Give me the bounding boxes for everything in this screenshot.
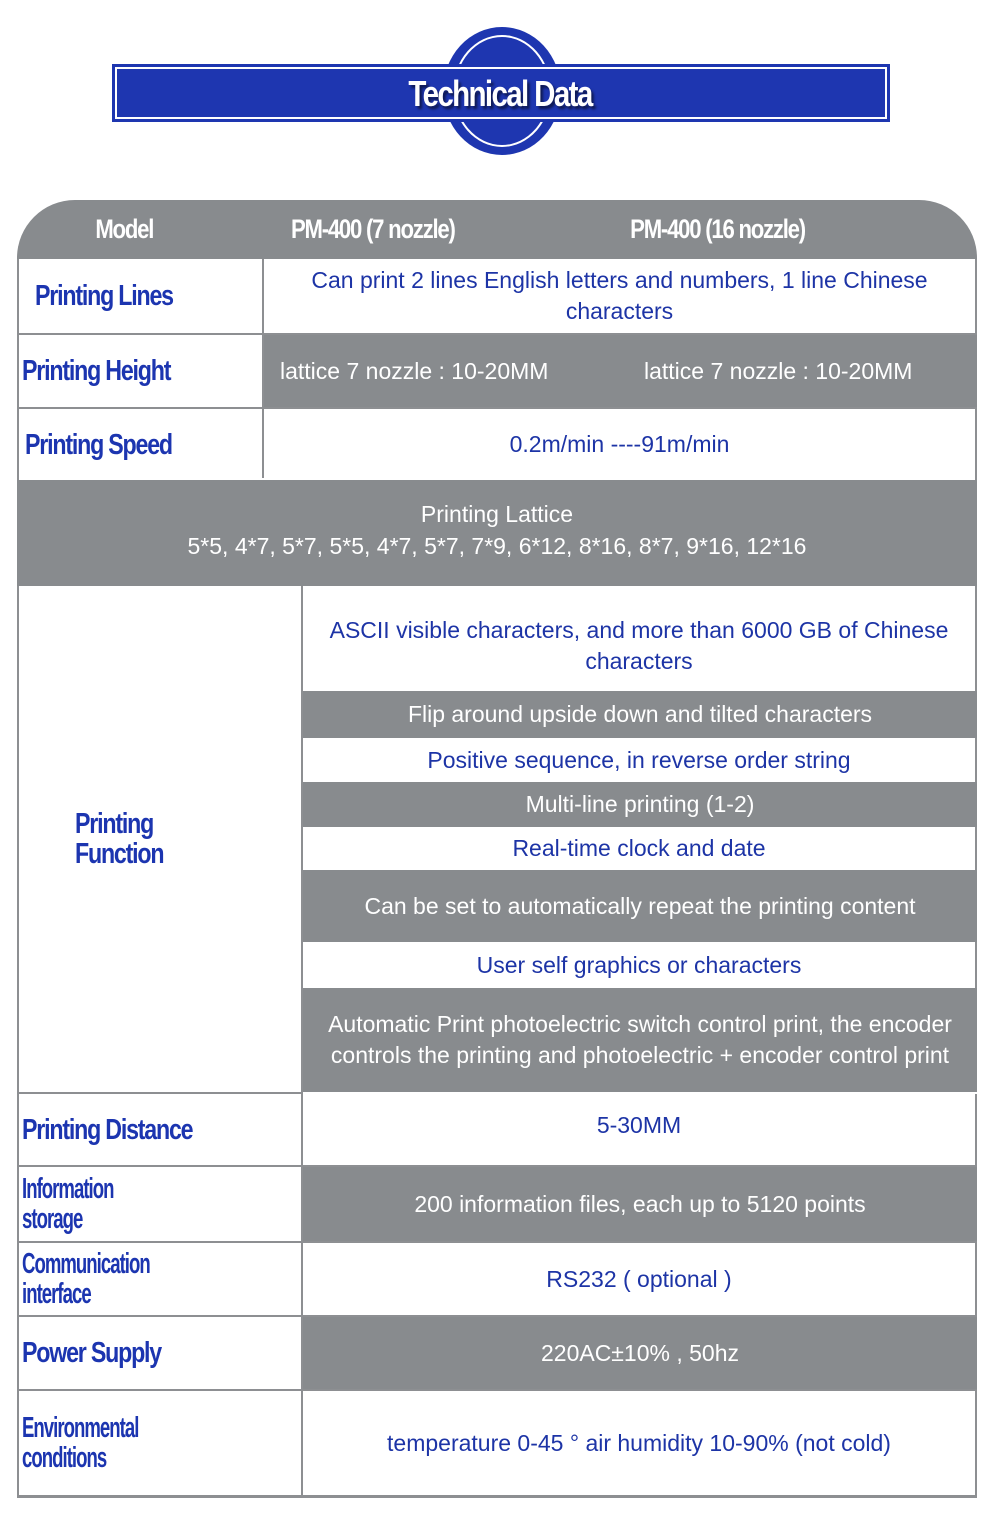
label-printing-speed: Printing Speed (25, 428, 172, 461)
header-pm400-16-nozzle: PM-400 (16 nozzle) (630, 214, 805, 244)
label-printing-height: Printing Height (22, 355, 171, 387)
label-printing-function (75, 809, 163, 869)
lattice-title: Printing Lattice (420, 501, 574, 527)
row-power-supply (17, 1317, 977, 1389)
function-item: Automatic Print photoelectric switch control print, the encoder controls the printing and photoelectric + encoder control print (303, 988, 977, 1092)
label-power-supply: Power Supply (22, 1337, 162, 1369)
value-printing-height (264, 335, 977, 407)
label-cell (17, 1167, 301, 1241)
header-pm400-7-nozzle: PM-400 (7 nozzle) (290, 214, 455, 244)
label-line: Environmental (22, 1412, 139, 1444)
label-line: interface (22, 1278, 91, 1310)
row-communication-interface (17, 1243, 977, 1315)
row-information-storage (17, 1167, 977, 1241)
value-power-supply: 220AC±10% , 50hz (303, 1317, 977, 1389)
row-printing-function (17, 586, 977, 1092)
lattice-values: 5*5, 4*7, 5*7, 5*5, 4*7, 5*7, 7*9, 6*12, 8*16, 8*7, 9*16, 12*16 (187, 533, 807, 559)
label-cell (17, 1391, 301, 1495)
value-printing-speed: 0.2m/min ----91m/min (264, 409, 977, 480)
label-cell (17, 1094, 301, 1165)
row-printing-speed (17, 409, 977, 480)
function-item: ASCII visible characters, and more than 6000 GB of Chinese characters (303, 586, 977, 691)
label-cell (17, 1317, 301, 1389)
value-printing-distance: 5-30MM (303, 1094, 977, 1165)
table-bottom-border (17, 1495, 977, 1498)
label-cell (17, 409, 262, 480)
table-header (17, 200, 977, 259)
row-printing-height (17, 335, 977, 407)
row-printing-distance (17, 1094, 977, 1165)
function-item: User self graphics or characters (303, 942, 977, 988)
label-information-storage (22, 1174, 136, 1234)
label-line: Function (75, 838, 164, 870)
page-title: Technical Data (408, 73, 592, 114)
label-printing-distance: Printing Distance (22, 1113, 193, 1146)
function-item: Multi-line printing (1-2) (303, 782, 977, 827)
function-item: Can be set to automatically repeat the printing content (303, 870, 977, 942)
label-line: storage (22, 1203, 83, 1235)
label-cell (17, 259, 264, 333)
function-item: Positive sequence, in reverse order string (303, 738, 977, 782)
header-model: Model (95, 214, 154, 244)
row-environmental-conditions (17, 1391, 977, 1495)
column-divider (301, 1094, 303, 1495)
function-item: Real-time clock and date (303, 827, 977, 870)
label-printing-lines: Printing Lines (35, 280, 173, 312)
function-item: Flip around upside down and tilted characters (303, 691, 977, 738)
value-height-16-nozzle: lattice 7 nozzle : 10-20MM (644, 357, 913, 384)
row-printing-lattice (17, 480, 977, 586)
value-printing-lines: Can print 2 lines English letters and numbers, 1 line Chinese characters (264, 259, 977, 333)
label-communication-interface (22, 1249, 182, 1309)
value-communication-interface: RS232 ( optional ) (303, 1243, 977, 1315)
label-line: Communication (22, 1248, 150, 1280)
label-line: Information (22, 1173, 114, 1205)
row-printing-lines (17, 259, 977, 333)
label-line: Printing (75, 808, 154, 840)
value-information-storage: 200 information files, each up to 5120 points (303, 1167, 977, 1241)
label-line: conditions (22, 1442, 107, 1474)
value-height-7-nozzle: lattice 7 nozzle : 10-20MM (280, 357, 549, 384)
label-environmental-conditions (22, 1413, 168, 1473)
label-cell (17, 586, 301, 1092)
label-cell (17, 335, 262, 407)
label-cell (17, 1243, 301, 1315)
value-environmental-conditions: temperature 0-45 ° air humidity 10-90% (not cold) (303, 1391, 977, 1495)
